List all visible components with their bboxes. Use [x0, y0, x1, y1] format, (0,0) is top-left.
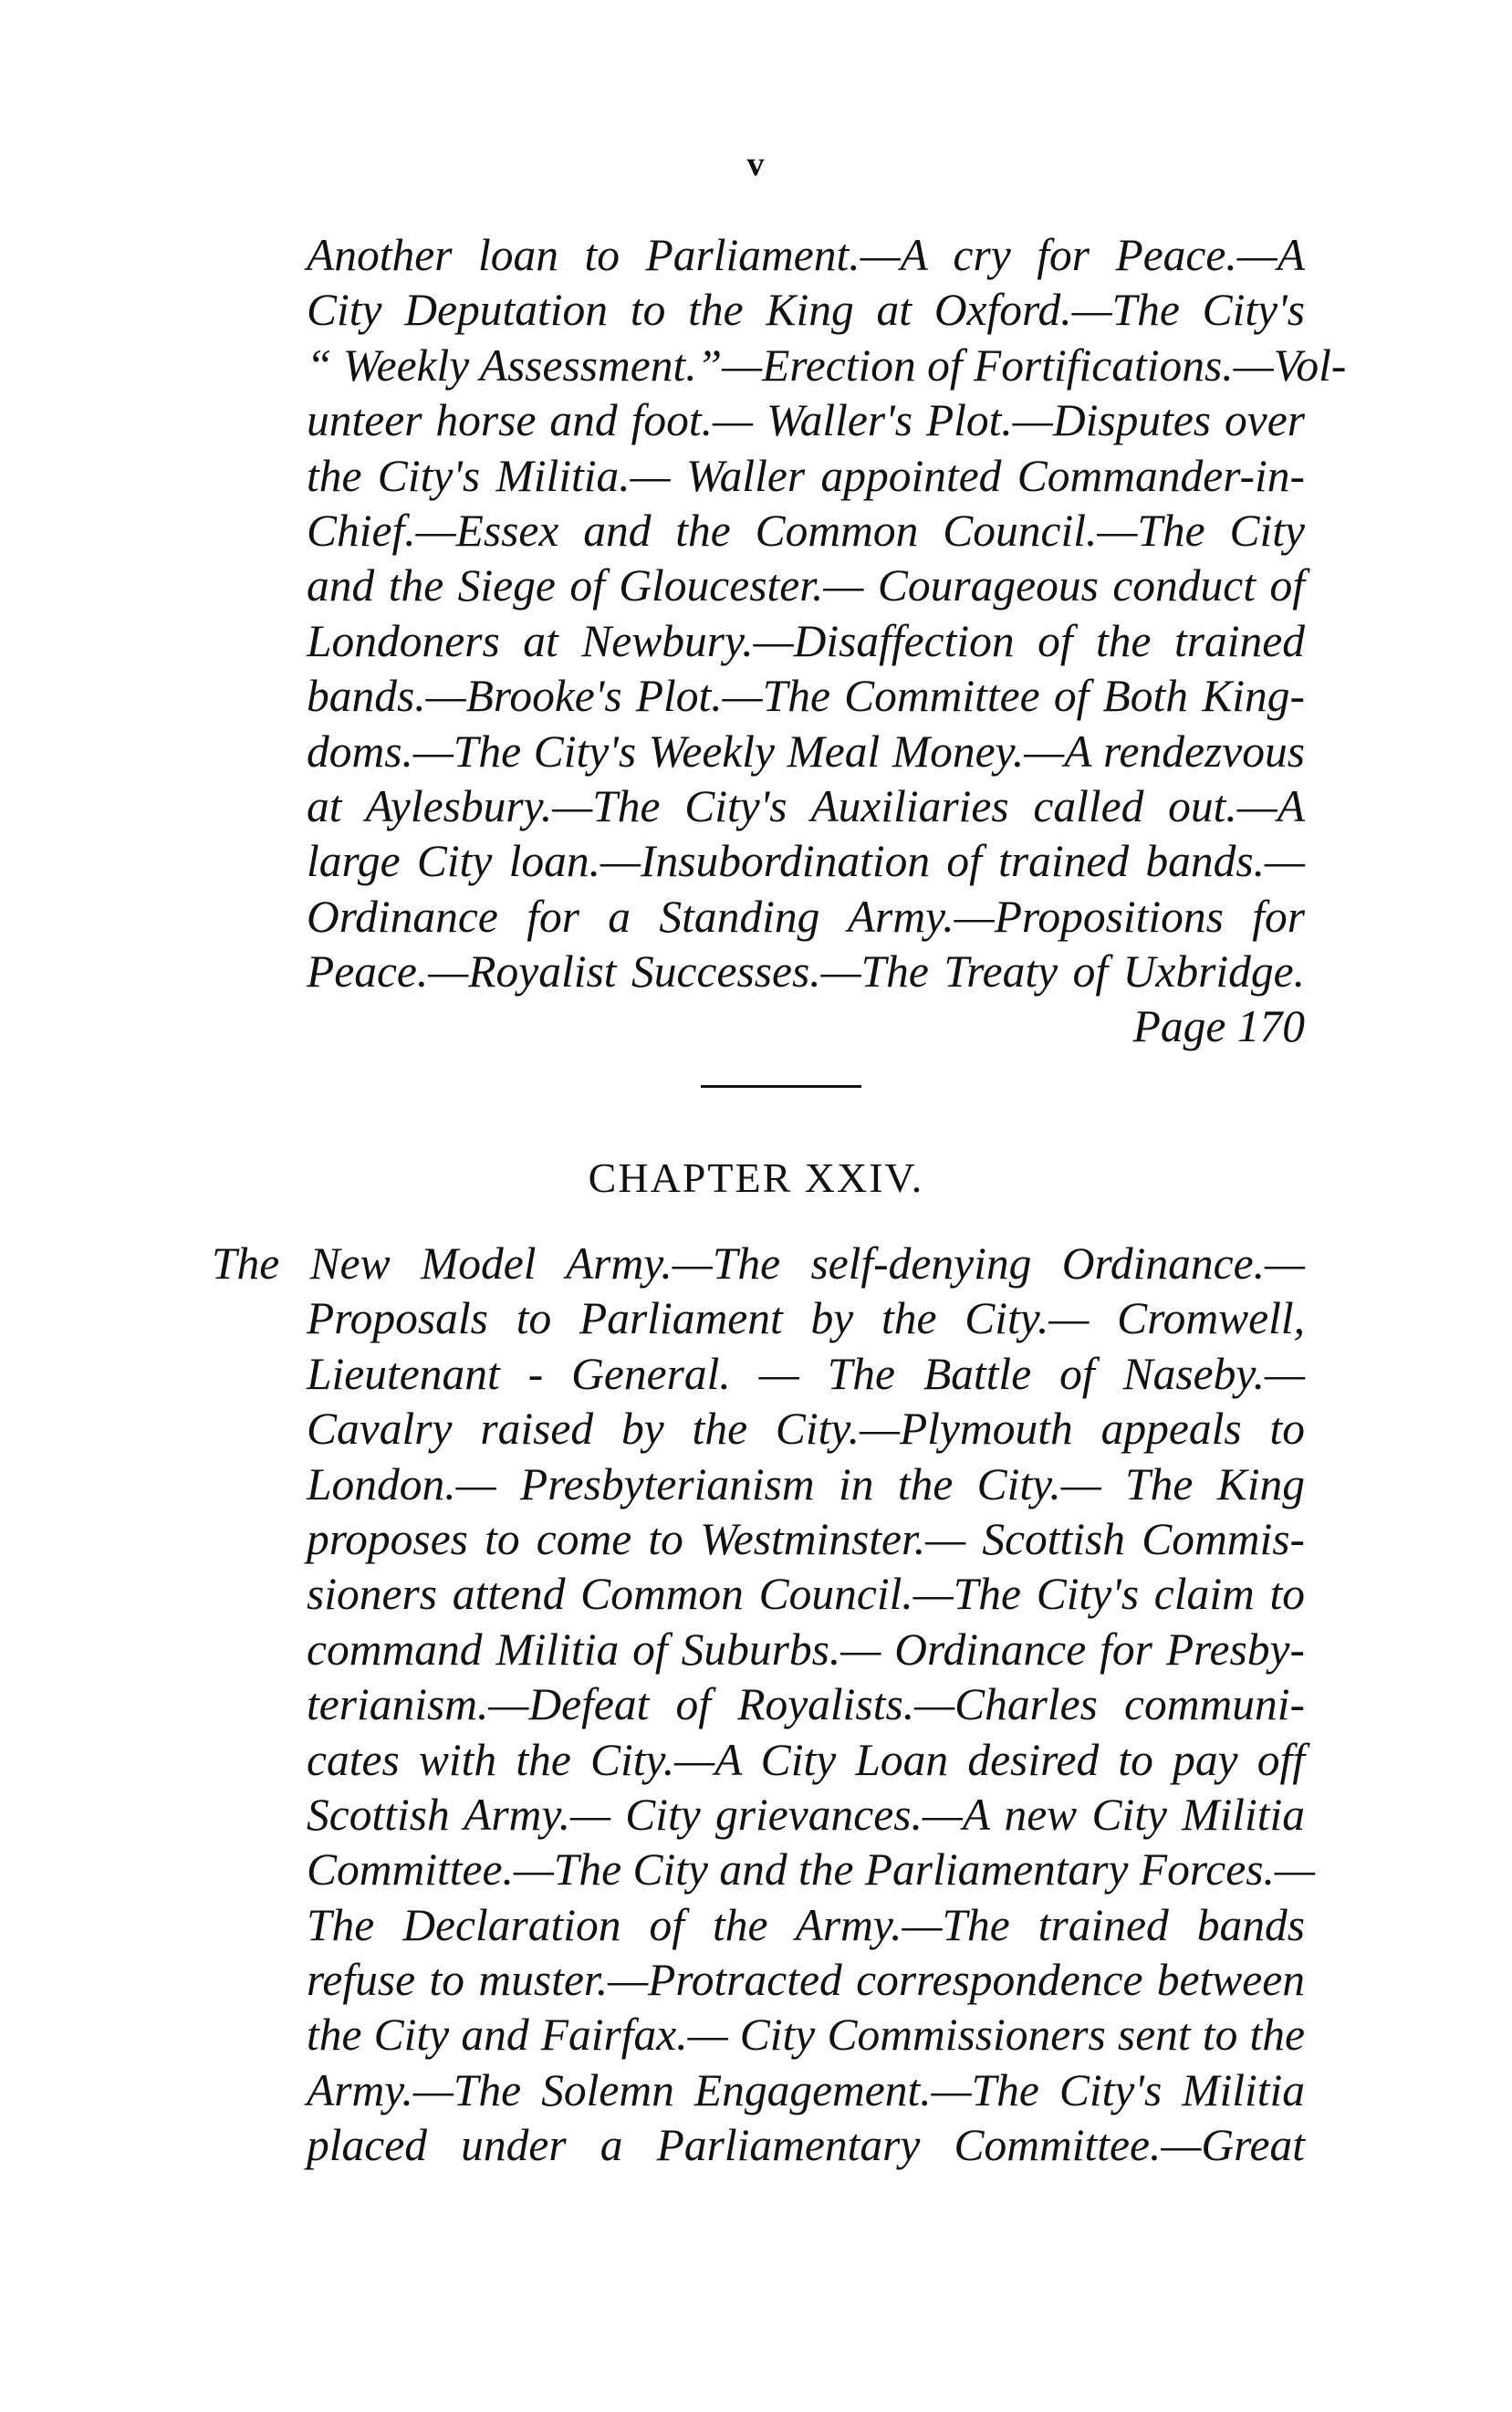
summary-line: The New Model Army.—The self-denying Ordinance.—	[212, 1238, 1305, 1289]
summary-line: The Declaration of the Army.—The trained bands	[307, 1899, 1305, 1950]
summary-line: refuse to muster.—Protracted correspondence between	[307, 1955, 1305, 2006]
summary-line: City Deputation to the King at Oxford.—The City's	[307, 285, 1305, 336]
page-reference: Page 170	[1132, 1001, 1305, 1051]
summary-line: Army.—The Solemn Engagement.—The City's Militia	[307, 2064, 1305, 2115]
summary-line: Committee.—The City and the Parliamentary Forces.—	[307, 1844, 1315, 1895]
summary-line: at Aylesbury.—The City's Auxiliaries called out.—A	[307, 780, 1305, 831]
section-divider-rule	[701, 1085, 861, 1088]
summary-line: placed under a Parliamentary Committee.—Great	[307, 2120, 1305, 2171]
summary-line: the City's Militia.— Waller appointed Commander-in-	[307, 450, 1305, 501]
page-folio: v	[746, 145, 766, 183]
summary-line: doms.—The City's Weekly Meal Money.—A rendezvous	[307, 726, 1305, 777]
previous-chapter-summary	[307, 228, 1347, 999]
summary-line: command Militia of Suburbs.— Ordinance for Presby-	[307, 1624, 1305, 1675]
summary-line: terianism.—Defeat of Royalists.—Charles communi-	[307, 1679, 1305, 1730]
summary-line: Proposals to Parliament by the City.— Cromwell,	[307, 1293, 1305, 1344]
summary-line: “ Weekly Assessment.”—Erection of Fortifications.—Vol-	[307, 339, 1347, 391]
chapter-summary	[212, 1237, 1315, 2174]
summary-line: Chief.—Essex and the Common Council.—The City	[307, 505, 1305, 556]
summary-line: cates with the City.—A City Loan desired to pay off	[307, 1734, 1305, 1785]
summary-line: Ordinance for a Standing Army.—Propositions for	[307, 891, 1305, 942]
summary-line: proposes to come to Westminster.— Scottish Commis-	[307, 1513, 1305, 1564]
summary-line: Londoners at Newbury.—Disaffection of the trained	[307, 615, 1305, 666]
summary-line: London.— Presbyterianism in the City.— The King	[307, 1458, 1305, 1509]
summary-line: the City and Fairfax.— City Commissioners sent to the	[307, 2010, 1305, 2061]
summary-line: Peace.—Royalist Successes.—The Treaty of Uxbridge.	[307, 946, 1305, 997]
summary-line: unteer horse and foot.— Waller's Plot.—Disputes over	[307, 395, 1305, 446]
summary-line: bands.—Brooke's Plot.—The Committee of Both King-	[307, 671, 1305, 722]
summary-line: Lieutenant - General. — The Battle of Naseby.—	[307, 1348, 1305, 1399]
summary-line: Scottish Army.— City grievances.—A new City Militia	[307, 1789, 1305, 1840]
summary-line: Another loan to Parliament.—A cry for Peace.—A	[307, 230, 1305, 280]
summary-line: and the Siege of Gloucester.— Courageous conduct of	[307, 560, 1305, 611]
summary-line: sioners attend Common Council.—The City's claim to	[307, 1569, 1305, 1620]
chapter-heading: CHAPTER XXIV.	[588, 1154, 924, 1201]
summary-line: large City loan.—Insubordination of trained bands.—	[307, 836, 1305, 887]
summary-line: Cavalry raised by the City.—Plymouth appeals to	[307, 1404, 1305, 1455]
